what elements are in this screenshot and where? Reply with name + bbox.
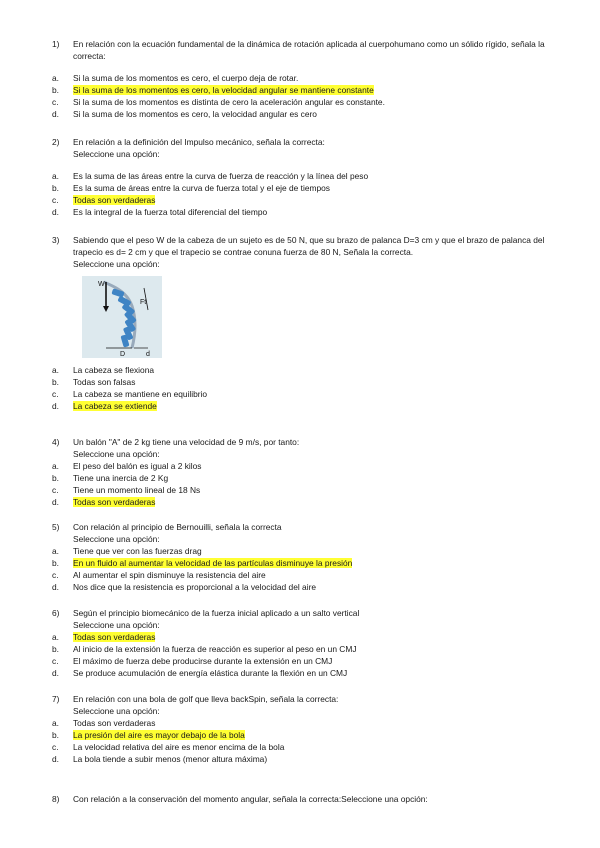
select-prompt: Seleccione una opción:	[73, 620, 160, 630]
option-a[interactable]	[0, 460, 600, 472]
option-text: Todas son verdaderas	[73, 718, 156, 728]
question-5-stem	[0, 521, 600, 545]
question-text: Según el principio biomecánico de la fuerza inicial aplicado a un salto vertical	[73, 608, 360, 618]
option-text-highlighted: Todas son verdaderas	[73, 497, 156, 507]
option-letter: a.	[52, 718, 59, 728]
option-d[interactable]	[0, 206, 600, 218]
option-text: La cabeza se mantiene en equilibrio	[73, 389, 208, 399]
question-text: Un balón "A" de 2 kg tiene una velocidad de 9 m/s, por tanto:	[73, 437, 300, 447]
options-list	[0, 631, 600, 679]
question-2	[0, 136, 600, 218]
option-letter: c.	[52, 485, 59, 495]
option-text: Se produce acumulación de energía elástica durante la flexión en un CMJ	[73, 668, 348, 678]
option-text: El peso del balón es igual a 2 kilos	[73, 461, 202, 471]
select-prompt: Seleccione una opción:	[73, 149, 160, 159]
label-d: d	[146, 351, 150, 358]
option-letter: d.	[52, 207, 59, 217]
question-number: 4)	[52, 437, 60, 447]
option-b[interactable]	[0, 376, 600, 388]
question-text: En relación con la ecuación fundamental de la dinámica de rotación aplicada al cuerpohumano como un sólido rígido, señala la correcta:	[73, 39, 545, 61]
option-letter: c.	[52, 742, 59, 752]
option-a[interactable]	[0, 631, 600, 643]
option-d[interactable]	[0, 108, 600, 120]
option-text: Si la suma de los momentos es cero, el cuerpo deja de rotar.	[73, 73, 299, 83]
option-text: Todas son falsas	[73, 377, 136, 387]
question-1	[0, 38, 600, 120]
option-letter: b.	[52, 183, 59, 193]
option-text-highlighted: La cabeza se extiende	[73, 401, 157, 411]
option-text: Tiene una inercia de 2 Kg	[73, 473, 169, 483]
question-text: Sabiendo que el peso W de la cabeza de un sujeto es de 50 N, que su brazo de palanca D=3 cm y que el brazo de palanca del trapecio es d= 2 cm y que el trapecio se contrae conuna fuerza de 80 N, Señala la correcta.	[73, 235, 545, 257]
option-letter: b.	[52, 85, 59, 95]
question-number: 5)	[52, 522, 60, 532]
options-list	[0, 170, 600, 218]
question-7	[0, 693, 600, 765]
option-letter: b.	[52, 730, 59, 740]
question-6-stem	[0, 607, 600, 631]
option-b[interactable]	[0, 643, 600, 655]
option-c[interactable]	[0, 96, 600, 108]
options-list	[0, 717, 600, 765]
option-letter: d.	[52, 582, 59, 592]
option-letter: a.	[52, 171, 59, 181]
question-number: 2)	[52, 137, 60, 147]
option-letter: d.	[52, 109, 59, 119]
option-c[interactable]	[0, 388, 600, 400]
option-text-highlighted: Todas son verdaderas	[73, 195, 156, 205]
option-text: La cabeza se flexiona	[73, 365, 155, 375]
question-text: En relación con una bola de golf que lleva backSpin, señala la correcta:	[73, 694, 339, 704]
question-number: 3)	[52, 235, 60, 245]
option-c[interactable]	[0, 655, 600, 667]
option-text-highlighted: La presión del aire es mayor debajo de la bola	[73, 730, 245, 740]
option-letter: d.	[52, 497, 59, 507]
option-text: Nos dice que la resistencia es proporcional a la velocidad del aire	[73, 582, 317, 592]
question-5	[0, 521, 600, 593]
option-c[interactable]	[0, 484, 600, 496]
option-b[interactable]	[0, 182, 600, 194]
select-prompt: Seleccione una opción:	[73, 449, 160, 459]
question-6	[0, 607, 600, 679]
option-letter: d.	[52, 754, 59, 764]
options-list	[0, 460, 600, 508]
option-text: Es la suma de áreas entre la curva de fuerza total y el eje de tiempos	[73, 183, 330, 193]
options-list	[0, 545, 600, 593]
options-list	[0, 364, 600, 412]
option-c[interactable]	[0, 194, 600, 206]
question-4-stem	[0, 436, 600, 460]
figure-background	[82, 276, 162, 358]
option-letter: a.	[52, 461, 59, 471]
option-letter: b.	[52, 473, 59, 483]
option-text-highlighted: Si la suma de los momentos es cero, la velocidad angular se mantiene constante	[73, 85, 374, 95]
option-a[interactable]	[0, 170, 600, 182]
question-2-stem	[0, 136, 600, 160]
question-1-stem	[0, 38, 600, 62]
question-3-stem	[0, 234, 600, 270]
question-number: 1)	[52, 39, 60, 49]
option-letter: d.	[52, 668, 59, 678]
option-letter: a.	[52, 73, 59, 83]
select-prompt: Seleccione una opción:	[73, 259, 160, 269]
label-w: W	[98, 281, 105, 288]
option-text: Si la suma de los momentos es cero, la velocidad angular es cero	[73, 109, 317, 119]
option-text: Al aumentar el spin disminuye la resistencia del aire	[73, 570, 266, 580]
question-8	[0, 793, 600, 805]
option-letter: c.	[52, 389, 59, 399]
question-number: 8)	[52, 794, 60, 804]
option-a[interactable]	[0, 717, 600, 729]
question-7-stem	[0, 693, 600, 717]
option-b[interactable]	[0, 472, 600, 484]
option-text-highlighted: Todas son verdaderas	[73, 632, 156, 642]
option-a[interactable]	[0, 545, 600, 557]
option-d[interactable]	[0, 667, 600, 679]
option-letter: a.	[52, 632, 59, 642]
option-text: La velocidad relativa del aire es menor encima de la bola	[73, 742, 285, 752]
option-letter: b.	[52, 558, 59, 568]
question-number: 6)	[52, 608, 60, 618]
option-text: Es la integral de la fuerza total diferencial del tiempo	[73, 207, 268, 217]
cervical-spine-figure	[82, 276, 162, 358]
option-d[interactable]	[0, 496, 600, 508]
option-a[interactable]	[0, 364, 600, 376]
option-letter: d.	[52, 401, 59, 411]
option-text: La bola tiende a subir menos (menor altura máxima)	[73, 754, 268, 764]
question-3	[0, 234, 600, 412]
option-text: Tiene que ver con las fuerzas drag	[73, 546, 202, 556]
cervical-spine-diagram	[82, 276, 162, 358]
option-letter: c.	[52, 195, 59, 205]
select-prompt: Seleccione una opción:	[73, 706, 160, 716]
option-letter: a.	[52, 365, 59, 375]
option-d[interactable]	[0, 753, 600, 765]
options-list	[0, 72, 600, 120]
option-letter: c.	[52, 656, 59, 666]
option-letter: c.	[52, 97, 59, 107]
question-text: En relación a la definición del Impulso mecánico, señala la correcta:	[73, 137, 325, 147]
option-text: El máximo de fuerza debe producirse durante la extensión en un CMJ	[73, 656, 333, 666]
option-b[interactable]	[0, 729, 600, 741]
option-b[interactable]	[0, 84, 600, 96]
option-text-highlighted: En un fluido al aumentar la velocidad de las partículas disminuye la presión	[73, 558, 353, 568]
select-prompt: Seleccione una opción:	[73, 534, 160, 544]
question-8-stem	[0, 793, 600, 805]
option-letter: b.	[52, 377, 59, 387]
option-text: Si la suma de los momentos es distinta de cero la aceleración angular es constante.	[73, 97, 385, 107]
option-text: Al inicio de la extensión la fuerza de reacción es superior al peso en un CMJ	[73, 644, 357, 654]
option-a[interactable]	[0, 72, 600, 84]
option-c[interactable]	[0, 741, 600, 753]
option-c[interactable]	[0, 569, 600, 581]
option-d[interactable]	[0, 400, 600, 412]
option-text: Es la suma de las áreas entre la curva de fuerza de reacción y la línea del peso	[73, 171, 369, 181]
question-number: 7)	[52, 694, 60, 704]
option-d[interactable]	[0, 581, 600, 593]
option-b[interactable]	[0, 557, 600, 569]
question-text: Con relación al principio de Bernouilli, señala la correcta	[73, 522, 282, 532]
option-letter: a.	[52, 546, 59, 556]
label-ft: Ft	[140, 299, 147, 306]
option-letter: c.	[52, 570, 59, 580]
question-text: Con relación a la conservación del momento angular, señala la correcta:Seleccione una opción:	[73, 794, 428, 804]
label-D: D	[120, 351, 126, 358]
option-text: Tiene un momento lineal de 18 Ns	[73, 485, 201, 495]
question-4	[0, 436, 600, 508]
option-letter: b.	[52, 644, 59, 654]
